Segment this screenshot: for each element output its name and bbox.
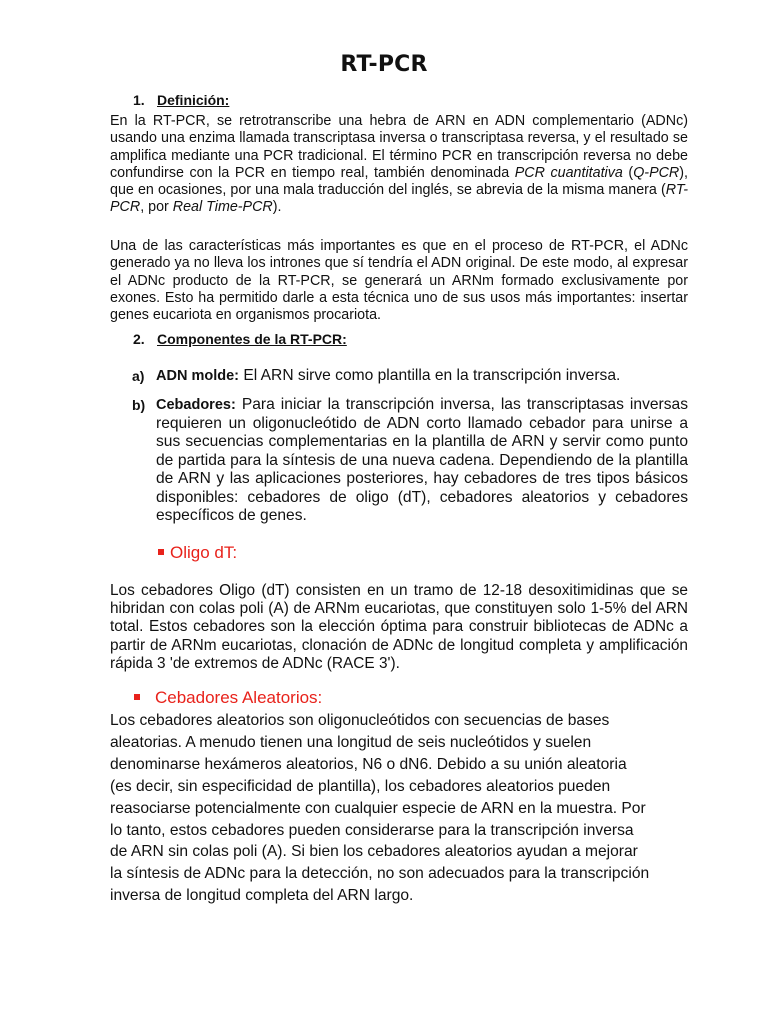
list-item-term: Cebadores: [156, 397, 236, 413]
subheading-text: Cebadores Aleatorios: [155, 688, 323, 707]
italic-term: PCR cuantitativa [514, 164, 623, 181]
text-run: ). [272, 199, 282, 216]
text-run: En la RT-PCR, se retrotranscribe una hebra de ARN en ADN complementario (ADNc) usando una enzima llamada transcriptasa inversa o transcriptasa reversa, y el resultado se amplifica mediante una PCR tradicional. El término PCR en transcripción reversa no debe confundirse con la PCR en tiempo real, también denominada [110, 113, 688, 181]
subheading-oligo-dt [158, 543, 237, 563]
paragraph-cebadores-aleatorios: Los cebadores aleatorios son oligonucleótidos con secuencias de bases aleatorias. A menudo tienen una longitud de seis nucleótidos y suelen denominarse hexámeros aleatorios, N6 o dN6. Debido a su unión aleatoria (es decir, sin especificidad de plantilla), los cebadores aleatorios pueden reasociarse potencialmente con cualquier especie de ARN en la muestra. Por lo tanto, estos cebadores pueden considerarse para la transcripción inversa de ARN sin colas poli (A). Si bien los cebadores aleatorios ayudan a mejorar la síntesis de ADNc para la detección, no son adecuados para la transcripción inversa de longitud completa del ARN largo. [110, 712, 650, 905]
section-number: 1. [133, 92, 145, 108]
italic-term: Q-PCR [633, 164, 680, 181]
paragraph-characteristics: Una de las características más importantes es que en el proceso de RT-PCR, el ADNc generado ya no lleva los intrones que sí tendría el ADN original. De este modo, al expresar el ADNc producto de la RT-PCR, se generará un ARNm formado exclusivamente por exones. Esto ha permitido darle a esta técnica uno de sus usos más importantes: insertar genes eucariota en organismos procariota. [110, 238, 688, 324]
square-bullet-icon [158, 549, 164, 555]
italic-term: RT-PCR [110, 182, 688, 216]
paragraph-oligo-dt: Los cebadores Oligo (dT) consisten en un tramo de 12-18 desoxitimidinas que se hibridan con colas poli (A) de ARNm eucariotas, que constituyen solo 1-5% del ARN total. Estos cebadores son la elección óptima para construir bibliotecas de ADNc a partir de ARNm eucariotas, clonación de ADNc de longitud completa y amplificación rápida 3 'de extremos de ADNc (RACE 3'). [110, 582, 688, 672]
square-bullet-icon [134, 694, 140, 700]
list-item-cebadores [133, 396, 688, 526]
paragraph-definition [110, 113, 688, 217]
text-run: ), que en ocasiones, por una mala traducción del inglés, se abrevia de la misma manera ( [110, 164, 688, 199]
section-title: Definición: [157, 92, 230, 108]
list-item-label: b) [132, 397, 146, 413]
text-run: ( [622, 164, 634, 181]
list-item-adn-molde [133, 367, 688, 386]
section-heading-componentes [133, 331, 347, 347]
italic-term: Real Time-PCR [172, 199, 273, 216]
text-run: , por [140, 199, 173, 216]
list-item-label: a) [132, 368, 145, 384]
list-item-text: Para iniciar la transcripción inversa, las transcriptasas inversas requieren un oligonucleótido de ADN corto llamado cebador para unirse a sus secuencias complementarias en la plantilla de ARN y servir como punto de partida para la síntesis de una nueva cadena. Dependiendo de la plantilla de ARN y las aplicaciones posteriores, hay cebadores de tres tipos básicos disponibles: cebadores de oligo (dT), cebadores aleatorios y cebadores específicos de genes. [156, 396, 688, 524]
section-number: 2. [133, 331, 145, 347]
section-title: Componentes de la RT-PCR: [157, 331, 347, 347]
page-title: RT-PCR [340, 52, 428, 77]
subheading-cebadores-aleatorios [134, 688, 322, 708]
subheading-text: Oligo dT: [170, 543, 238, 562]
section-heading-definicion [133, 92, 229, 108]
list-item-term: ADN molde: [156, 368, 239, 384]
list-item-text: El ARN sirve como plantilla en la transcripción inversa. [238, 367, 621, 384]
